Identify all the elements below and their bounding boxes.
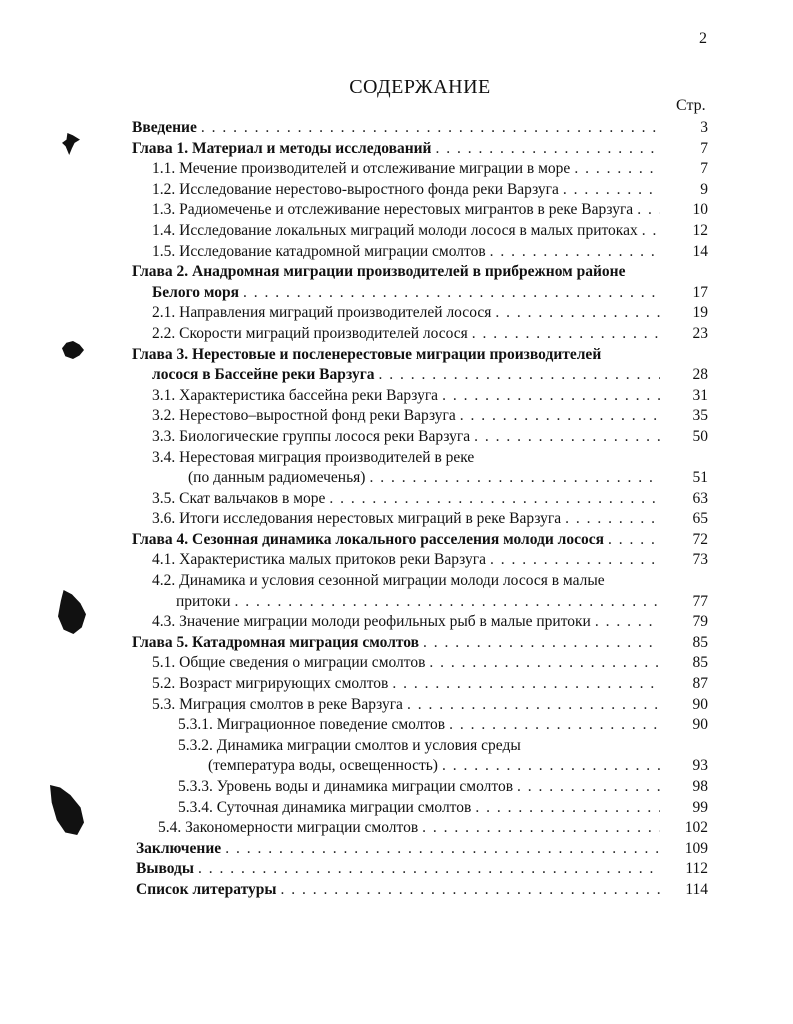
toc-entry-page: 98 [692,778,708,795]
toc-entry [132,200,712,221]
dot-leader [378,365,660,386]
toc-entry-title: 3.1. Характеристика бассейна реки Варзуга [152,386,439,404]
toc-entry-title: Глава 4. Сезонная динамика локального расселения молоди лосося [132,530,605,548]
toc-entry-title: 5.1. Общие сведения о миграции смолтов [152,654,426,672]
toc-entry [132,118,712,139]
toc-entry-title: 3.2. Нерестово–выростной фонд реки Варзуга [152,407,456,425]
page-number: 2 [699,30,707,47]
toc-entry-page: 10 [692,201,708,219]
toc-entry-title: 5.3. Миграция смолтов в реке Варзуга [152,695,403,713]
toc-entry-page: 14 [692,242,708,260]
toc-entry [132,406,712,427]
toc-entry-title: (по данным радиомеченья) [188,469,366,487]
toc-entry [132,427,712,448]
toc-entry [132,262,712,283]
toc-entry [132,242,712,263]
toc-entry-page: 12 [692,221,708,239]
toc-entry-title: 5.3.4. Суточная динамика миграции смолтов [178,798,472,816]
dot-leader [407,695,660,716]
dot-leader [225,839,660,860]
toc-entry [132,612,712,633]
toc-entry-title: 1.5. Исследование катадромной миграции смолтов [152,242,486,260]
dot-leader [442,386,660,407]
toc-entry-page: 114 [685,880,708,898]
toc-entry-page: 35 [692,407,708,425]
toc-entry [132,448,712,469]
toc-entry-page: 50 [692,427,708,445]
toc-entry [132,880,712,901]
toc-entry-title: Список литературы [136,880,277,898]
toc-entry-title: Выводы [136,860,194,878]
toc-entry-title: 1.1. Мечение производителей и отслеживание миграции в море [152,160,571,178]
dot-leader [474,427,660,448]
toc-entry [132,674,712,695]
page-column-header: Стр. [676,97,706,114]
dot-leader [608,530,660,551]
dot-leader [235,592,661,613]
toc-entry [132,777,712,798]
toc-entry [132,489,712,510]
dot-leader [460,406,660,427]
dot-leader [423,633,660,654]
toc-entry-title: 3.4. Нерестовая миграция производителей в реке [152,448,475,466]
toc-entry-page: 99 [692,798,708,816]
toc-entry-page: 73 [692,551,708,569]
toc-entry-page: 28 [692,366,708,384]
toc-entry-page: 85 [692,654,708,672]
toc-entry [132,139,712,160]
toc-entry-title: 5.3.1. Миграционное поведение смолтов [178,716,446,734]
toc-entry [132,633,712,654]
toc-entry [132,221,712,242]
toc-entry-page: 7 [700,160,708,178]
toc-entry-title: 3.6. Итоги исследования нерестовых миграций в реке Варзуга [152,510,562,528]
toc-entry-title: Глава 1. Материал и методы исследований [132,139,432,157]
toc-entry-title: 5.3.2. Динамика миграции смолтов и условия среды [178,736,521,754]
toc-entry [132,695,712,716]
toc-entry-page: 77 [692,592,708,610]
toc-entry-title: 3.3. Биологические группы лосося реки Варзуга [152,427,471,445]
toc-entry-title: 5.4. Закономерности миграции смолтов [158,819,419,837]
toc-entry [132,550,712,571]
dot-leader [392,674,660,695]
toc-entry-page: 51 [692,469,708,487]
scan-blot [62,133,80,155]
toc-entry-title: 1.3. Радиомеченье и отслеживание нерестовых мигрантов в реке Варзуга [152,201,634,219]
dot-leader [243,283,660,304]
toc-entry-page: 3 [700,119,708,136]
table-of-contents [132,118,712,901]
toc-entry-title: Глава 2. Анадромная миграции производителей в прибрежном районе [132,263,626,281]
page-title: СОДЕРЖАНИЕ [349,76,491,98]
dot-leader [442,756,660,777]
dot-leader [201,118,660,139]
toc-entry-page: 93 [692,757,708,775]
toc-entry-page: 17 [692,283,708,301]
toc-entry [132,756,712,777]
dot-leader [329,489,660,510]
dot-leader [490,242,660,263]
toc-entry-page: 109 [684,839,708,857]
dot-leader [574,159,660,180]
toc-entry [132,468,712,489]
toc-entry [132,798,712,819]
toc-entry [132,592,712,613]
scan-blot [50,785,84,835]
toc-entry-title: 4.3. Значение миграции молоди реофильных рыб в малые притоки [152,613,591,631]
toc-entry-page: 31 [692,386,708,404]
toc-entry [132,653,712,674]
dot-leader [422,818,660,839]
toc-entry [132,839,712,860]
toc-entry-page: 63 [692,489,708,507]
toc-entry-title: 5.3.3. Уровень воды и динамика миграции смолтов [178,778,514,795]
toc-entry-page: 65 [692,510,708,528]
toc-entry-title: притоки [176,592,231,610]
toc-entry-title: 4.2. Динамика и условия сезонной миграции молоди лосося в малые [152,572,605,590]
toc-entry-title: Белого моря [152,283,239,301]
toc-entry-title: (температура воды, освещенность) [208,757,438,775]
toc-entry [132,818,712,839]
toc-entry-title: 5.2. Возраст мигрирующих смолтов [152,675,389,693]
dot-leader [369,468,660,489]
toc-entry-title: Глава 5. Катадромная миграция смолтов [132,633,420,651]
toc-entry [132,736,712,757]
toc-entry [132,859,712,880]
toc-entry-title: Заключение [136,839,222,857]
toc-entry-page: 90 [692,695,708,713]
toc-entry-title: 1.4. Исследование локальных миграций молоди лосося в малых притоках [152,221,638,239]
dot-leader [490,550,660,571]
dot-leader [475,798,660,819]
toc-entry-page: 79 [692,613,708,631]
toc-entry [132,571,712,592]
dot-leader [565,509,660,530]
dot-leader [563,180,660,201]
toc-entry-title: 1.2. Исследование нерестово-выростного фонда реки Варзуга [152,180,559,198]
dot-leader [436,139,661,160]
dot-leader [642,221,660,242]
dot-leader [517,777,660,798]
toc-entry [132,324,712,345]
toc-entry-title: 2.2. Скорости миграций производителей лосося [152,324,468,342]
toc-entry-page: 19 [692,304,708,322]
toc-entry-title: Глава 3. Нерестовые и посленерестовые миграции производителей [132,345,602,363]
toc-entry [132,159,712,180]
toc-entry [132,509,712,530]
toc-entry-title: Введение [132,119,197,136]
toc-entry-page: 90 [692,716,708,734]
dot-leader [595,612,660,633]
toc-entry-page: 87 [692,675,708,693]
dot-leader [280,880,660,901]
toc-entry-page: 72 [692,530,708,548]
scan-blot [62,341,84,359]
dot-leader [429,653,660,674]
dot-leader [472,324,660,345]
dot-leader [449,715,660,736]
toc-entry-page: 85 [692,633,708,651]
toc-entry-page: 112 [685,860,708,878]
scan-blot [58,590,86,634]
toc-entry-page: 23 [692,324,708,342]
toc-entry-page: 9 [700,180,708,198]
dot-leader [637,200,660,221]
toc-entry-title: лосося в Бассейне реки Варзуга [152,366,375,384]
toc-entry [132,715,712,736]
dot-leader [495,303,660,324]
toc-entry [132,386,712,407]
toc-entry [132,180,712,201]
toc-entry [132,345,712,366]
toc-entry-page: 102 [684,819,708,837]
dot-leader [198,859,660,880]
toc-entry-title: 3.5. Скат вальчаков в море [152,489,326,507]
toc-entry [132,365,712,386]
toc-entry-page: 7 [700,139,708,157]
toc-entry [132,530,712,551]
toc-entry [132,303,712,324]
toc-entry [132,283,712,304]
toc-entry-title: 4.1. Характеристика малых притоков реки Варзуга [152,551,486,569]
toc-entry-title: 2.1. Направления миграций производителей лосося [152,304,492,322]
